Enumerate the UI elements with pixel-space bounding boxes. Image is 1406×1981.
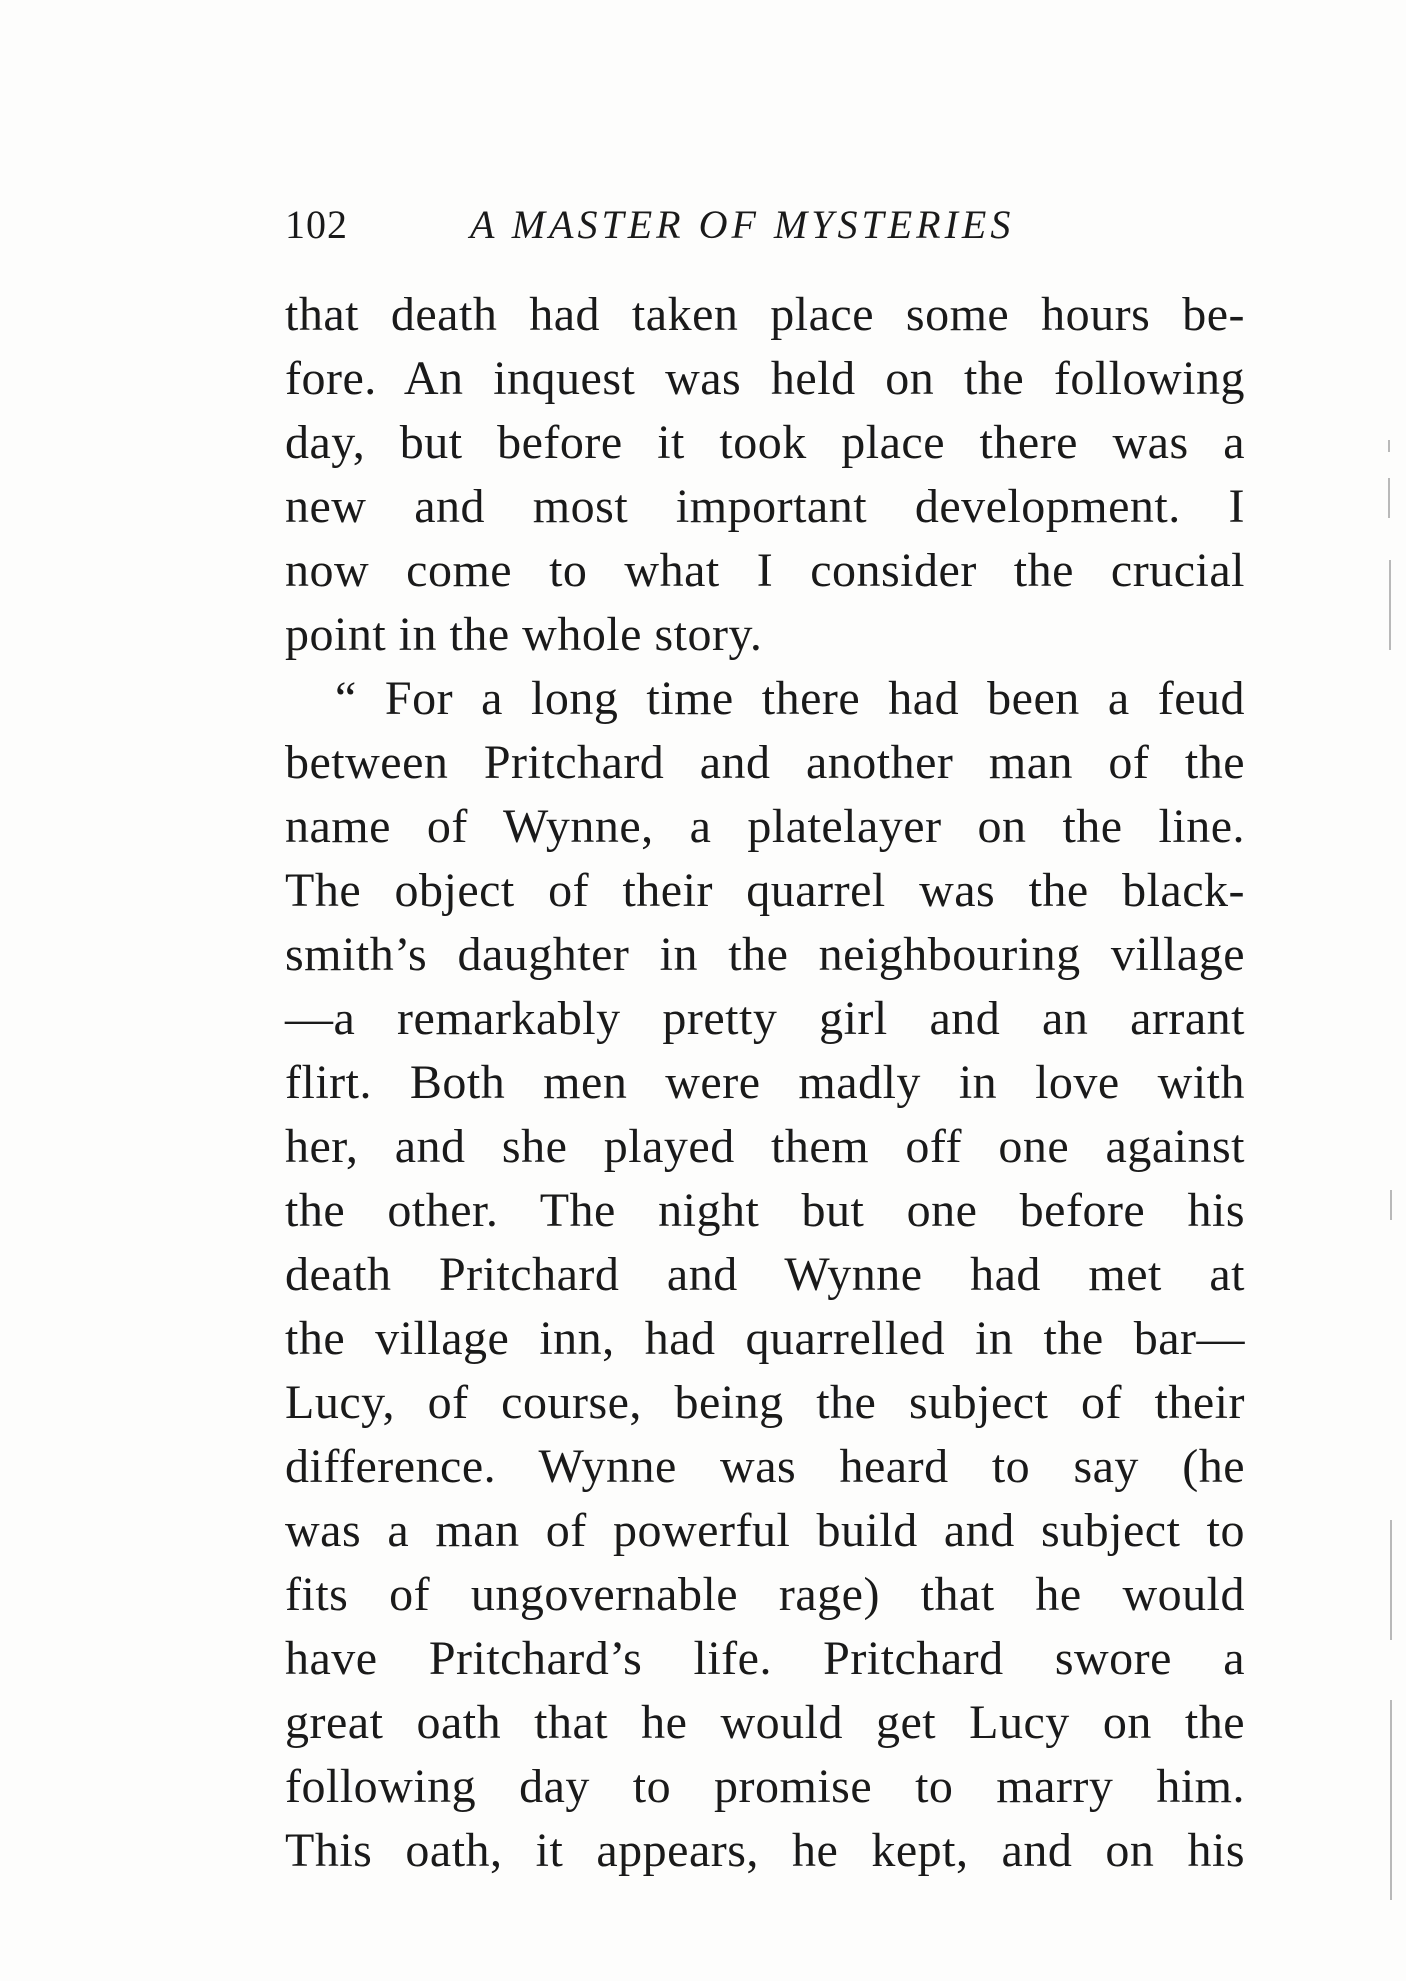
text-line: death Pritchard and Wynne had met at	[285, 1248, 1245, 1301]
scan-artifact	[1390, 1190, 1392, 1220]
scan-artifact	[1390, 1520, 1392, 1640]
text-line: following day to promise to marry him.	[285, 1760, 1245, 1813]
text-line: day, but before it took place there was a	[285, 416, 1245, 469]
running-head	[285, 200, 1245, 250]
text-line: difference. Wynne was heard to say (he	[285, 1440, 1245, 1493]
text-line: “ For a long time there had been a feud	[335, 672, 1245, 725]
page-number: 102	[285, 202, 348, 247]
text-line: The object of their quarrel was the black-	[285, 864, 1245, 917]
scan-artifact	[1389, 560, 1391, 650]
text-line: smith’s daughter in the neighbouring village	[285, 928, 1245, 981]
running-title: A MASTER OF MYSTERIES	[470, 202, 1015, 247]
text-line: Lucy, of course, being the subject of their	[285, 1376, 1245, 1429]
text-line: flirt. Both men were madly in love with	[285, 1056, 1245, 1109]
text-line: now come to what I consider the crucial	[285, 544, 1245, 597]
text-line: fore. An inquest was held on the following	[285, 352, 1245, 405]
text-line: fits of ungovernable rage) that he would	[285, 1568, 1245, 1621]
text-line: —a remarkably pretty girl and an arrant	[285, 992, 1245, 1045]
text-line: have Pritchard’s life. Pritchard swore a	[285, 1632, 1245, 1685]
text-line: her, and she played them off one against	[285, 1120, 1245, 1173]
scan-artifact	[1390, 1700, 1392, 1900]
scan-artifact	[1388, 440, 1390, 452]
scan-artifact	[1388, 478, 1390, 518]
text-line: name of Wynne, a platelayer on the line.	[285, 800, 1245, 853]
text-line: new and most important development. I	[285, 480, 1245, 533]
text-line: point in the whole story.	[285, 608, 763, 661]
text-line: This oath, it appears, he kept, and on his	[285, 1824, 1245, 1877]
text-line: between Pritchard and another man of the	[285, 736, 1245, 789]
text-line: was a man of powerful build and subject to	[285, 1504, 1245, 1557]
text-line: that death had taken place some hours be-	[285, 288, 1245, 341]
body-text	[285, 283, 1245, 1883]
text-line: the other. The night but one before his	[285, 1184, 1245, 1237]
text-line: great oath that he would get Lucy on the	[285, 1696, 1245, 1749]
text-line: the village inn, had quarrelled in the bar—	[285, 1312, 1245, 1365]
